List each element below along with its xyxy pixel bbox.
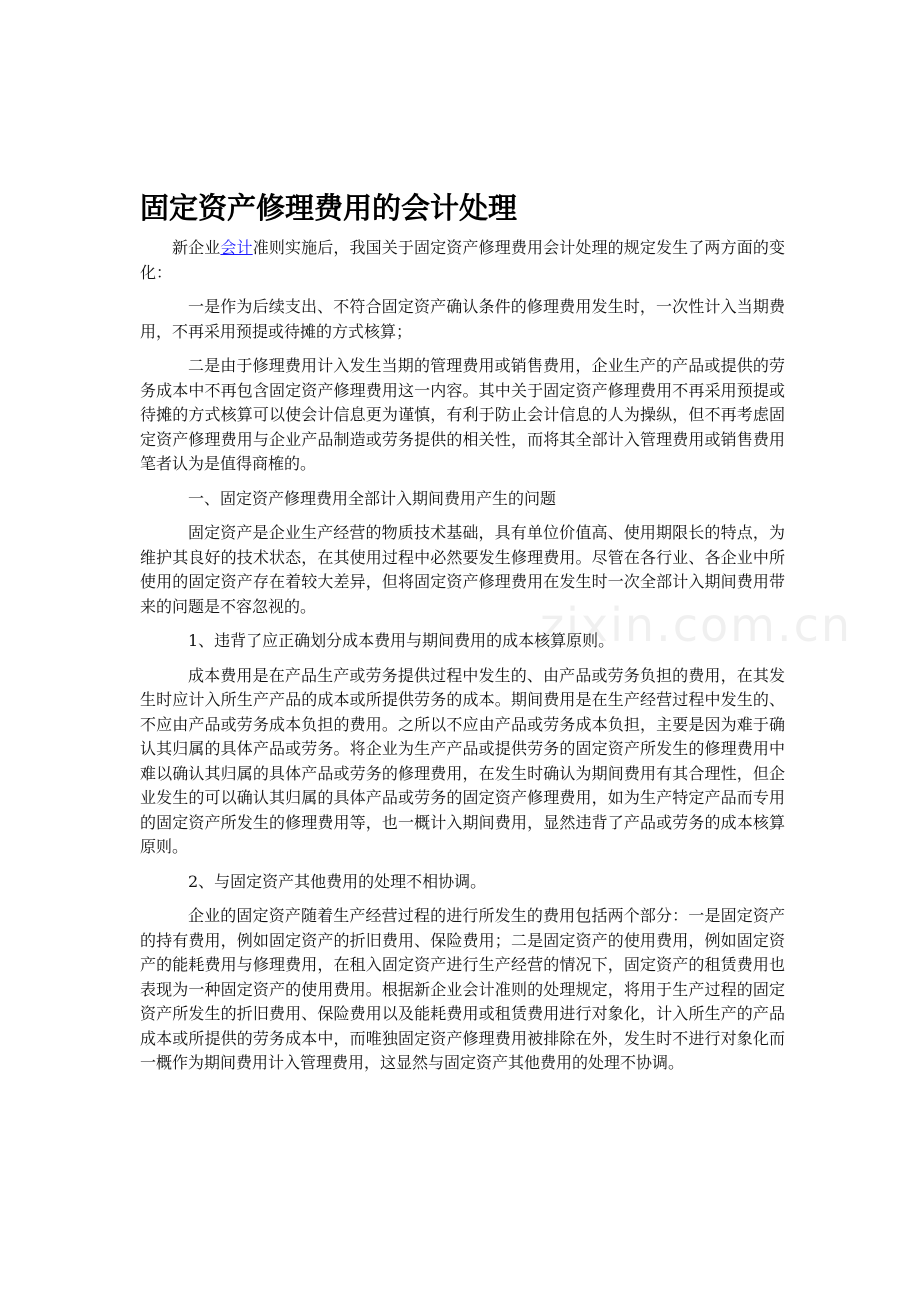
point-two-paragraph: 企业的固定资产随着生产经营过程的进行所发生的费用包括两个部分：一是固定资产的持有费用，例如固定资产的折旧费用、保险费用；二是固定资产的使用费用，例如固定资产的能耗费用与修理费用，在租入固定资产进行生产经营的情况下，固定资产的租赁费用也表现为一种固定资产的使用费用。根据新企业会计准则的处理规定，将用于生产过程的固定资产所发生的折旧费用、保险费用以及能耗费用或租赁费用进行对象化，计入所生产的产品成本或所提供的劳务成本中，而唯独固定资产修理费用被排除在外，发生时不进行对象化而一概作为期间费用计入管理费用，这显然与固定资产其他费用的处理不协调。 <box>140 906 785 1072</box>
intro-paragraph <box>140 236 785 285</box>
point-one-heading: 1、违背了应正确划分成本费用与期间费用的成本核算原则。 <box>188 631 615 650</box>
article-body <box>140 186 785 1086</box>
section-one-paragraph: 固定资产是企业生产经营的物质技术基础，具有单位价值高、使用期限长的特点，为维护其良好的技术状态，在其使用过程中必然要发生修理费用。尽管在各行业、各企业中所使用的固定资产存在着较大差异，但将固定资产修理费用在发生时一次全部计入期间费用带来的问题是不容忽视的。 <box>140 523 785 616</box>
section-one-heading: 一、固定资产修理费用全部计入期间费用产生的问题 <box>188 488 557 508</box>
change-two-paragraph: 二是由于修理费用计入发生当期的管理费用或销售费用，企业生产的产品或提供的劳务成本中不再包含固定资产修理费用这一内容。其中关于固定资产修理费用不再采用预提或待摊的方式核算可以使会计信息更为谨慎，有利于防止会计信息的人为操纵，但不再考虑固定资产修理费用与企业产品制造或劳务提供的相关性，而将其全部计入管理费用或销售费用笔者认为是值得商榷的。 <box>140 356 785 473</box>
intro-text-after: 准则实施后，我国关于固定资产修理费用会计处理的规定发生了两方面的变化： <box>140 238 785 282</box>
document-title: 固定资产修理费用的会计处理 <box>140 191 518 225</box>
point-two-heading: 2、与固定资产其他费用的处理不相协调。 <box>188 871 487 891</box>
point-one-paragraph: 成本费用是在产品生产或劳务提供过程中发生的、由产品或劳务负担的费用，在其发生时应计入所生产产品的成本或所提供劳务的成本。期间费用是在生产经营过程中发生的、不应由产品或劳务成本负担的费用。之所以不应由产品或劳务成本负担，主要是因为难于确认其归属的具体产品或劳务。将企业为生产产品或提供劳务的固定资产所发生的修理费用中难以确认其归属的具体产品或劳务的修理费用，在发生时确认为期间费用有其合理性，但企业发生的可以确认其归属的具体产品或劳务的固定资产修理费用，如为生产特定产品而专用的固定资产所发生的修理费用等，也一概计入期间费用，显然违背了产品或劳务的成本核算原则。 <box>140 665 785 856</box>
accounting-link[interactable]: 会计 <box>220 238 253 257</box>
watermark: zixin.com.cn <box>540 598 853 652</box>
change-one-paragraph: 一是作为后续支出、不符合固定资产确认条件的修理费用发生时，一次性计入当期费用，不再采用预提或待摊的方式核算； <box>140 297 785 341</box>
intro-text-before: 新企业 <box>172 238 221 257</box>
